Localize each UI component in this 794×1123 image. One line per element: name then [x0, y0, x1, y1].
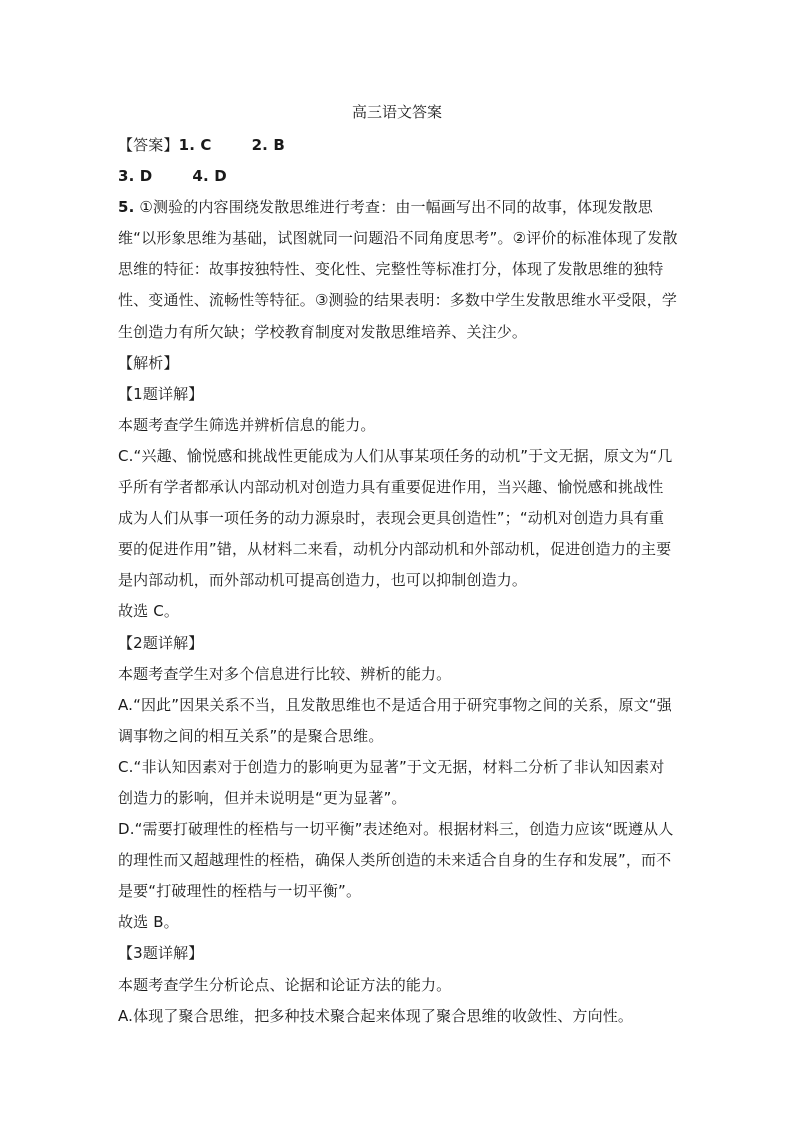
q2-option-a: A.“因此”因果关系不当，且发散思维也不是适合用于研究事物之间的关系，原文“强调事物之间的相互关系”的是聚合思维。 — [118, 695, 672, 745]
q3-intro: 本题考查学生分析论点、论据和论证方法的能力。 — [118, 975, 452, 994]
answer-3: 3. D — [118, 167, 153, 186]
answer-5-number: 5. — [118, 198, 135, 217]
answer-2: 2. B — [251, 136, 285, 154]
q1-body: C.“兴趣、愉悦感和挑战性更能成为人们从事某项任务的动机”于文无据，原文为“几乎所有学者都承认内部动机对创造力具有重要促进作用，当兴趣、愉悦感和挑战性成为人们从事一项任务的动力源泉时，表现会更具创造性”；“动机对创造力具有重要的促进作用”错，从材料二来看，动机分内部动机和外部动机，促进创造力的主要是内部动机，而外部动机可提高创造力，也可以抑制创造力。 — [118, 446, 673, 590]
answer-4: 4. D — [192, 167, 227, 186]
q1-intro: 本题考查学生筛选并辨析信息的能力。 — [118, 415, 376, 434]
q2-option-d: D.“需要打破理性的桎梏与一切平衡”表述绝对。根据材料三，创造力应该“既遵从人的理性而又超越理性的桎梏，确保人类所创造的未来适合自身的生存和发展”，而不是要“打破理性的桎梏与一切平衡”。 — [118, 820, 674, 901]
answer-5 — [118, 192, 678, 347]
q2-intro: 本题考查学生对多个信息进行比较、辨析的能力。 — [118, 664, 452, 683]
q1-conclusion: 故选 C。 — [118, 602, 179, 621]
page-title: 高三语文答案 — [351, 103, 442, 121]
q2-header: 【2题详解】 — [118, 633, 204, 652]
document-body — [118, 130, 678, 1032]
q2-conclusion: 故选 B。 — [118, 913, 179, 932]
analysis-header: 【解析】 — [118, 353, 179, 372]
answer-line-2 — [118, 161, 678, 192]
answer-1: 1. C — [178, 136, 212, 154]
q1-header: 【1题详解】 — [118, 384, 204, 403]
answer-5-text: ①测验的内容围绕发散思维进行考查：由一幅画写出不同的故事，体现发散思维“以形象思维为基础，试图就同一问题沿不同角度思考”。②评价的标准体现了发散思维的特征：故事按独特性、变化性、完整性等标准打分，体现了发散思维的独特性、变通性、流畅性等特征。③测验的结果表明：多数中学生发散思维水平受限，学生创造力有所欠缺；学校教育制度对发散思维培养、关注少。 — [118, 198, 678, 341]
q3-option-a: A.体现了聚合思维，把多种技术聚合起来体现了聚合思维的收敛性、方向性。 — [118, 1006, 634, 1025]
q2-option-c: C.“非认知因素对于创造力的影响更为显著”于文无据，材料二分析了非认知因素对创造力的影响，但并未说明是“更为显著”。 — [118, 757, 665, 807]
q3-header: 【3题详解】 — [118, 944, 204, 963]
answer-label: 【答案】 — [118, 136, 179, 154]
answer-line-1 — [118, 130, 678, 161]
